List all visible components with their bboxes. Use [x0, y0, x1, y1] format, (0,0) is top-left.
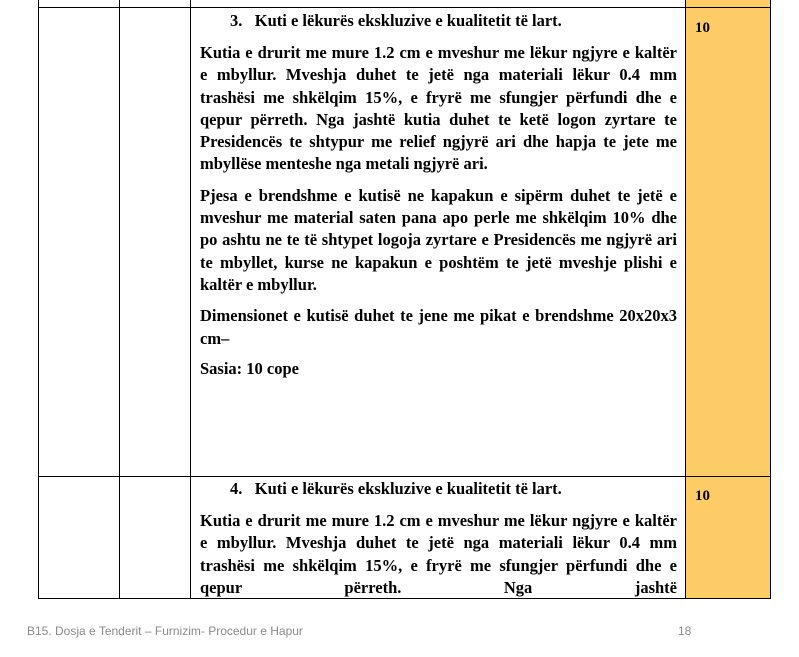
table-bottom-border [38, 598, 771, 599]
table-border-left [38, 0, 39, 598]
row-4-number: 4. [230, 479, 243, 498]
quantity-column-fill [686, 0, 770, 598]
row-3-paragraph-2: Pjesa e brendshme e kutisë ne kapakun e sipërm duhet te jetë e mveshur me material saten pana apo perle me shkëlqim 10% dhe po ashtu ne te të shtypet logoja zyrtare e Presidencës me ngjyrë ari te mbyllet, kurse ne kapakun e poshtëm te jetë mveshje plishi e kaltër e mbyllur. [200, 185, 677, 294]
row-4-title: Kuti e lëkurës ekskluzive e kualitetit të lart. [254, 479, 562, 498]
row-3-sasia: Sasia: 10 cope [200, 358, 299, 378]
row-3-description [200, 11, 677, 380]
footer-document-title: B15. Dosja e Tenderit – Furnizim- Procedur e Hapur [27, 624, 303, 638]
table-row-divider [38, 476, 771, 477]
table-top-border [38, 7, 771, 8]
row-3-paragraph-1: Kutia e drurit me mure 1.2 cm e mveshur me lëkur ngjyre e kaltër e mbyllur. Mveshja duhet te jetë nga materiali lëkur 0.4 mm trashësi me shkëlqim 15%, e fryrë me sfungjer përfundi dhe e qepur përreth. Nga jashtë kutia duhet te ketë logon zyrtare te Presidencës te shtypur me relief ngjyrë ari dhe hapja te jete me mbyllëse menteshe nga metali ngjyrë ari. [200, 43, 677, 174]
table-border-right [770, 0, 771, 598]
row-3-quantity: 10 [695, 20, 710, 36]
row-4-quantity: 10 [695, 488, 710, 504]
table-column-divider-2 [190, 0, 191, 598]
row-4-paragraph-1-text: Kutia e drurit me mure 1.2 cm e mveshur me lëkur ngjyre e kaltër e mbyllur. Mveshja duhet te jetë nga materiali lëkur 0.4 mm trashësi me shkëlqim 15%, e fryrë me sfungjer përfundi dhe e qepur përreth. Nga jashtë [200, 511, 677, 597]
table-column-divider-3 [685, 0, 686, 598]
row-3-title: Kuti e lëkurës ekskluzive e kualitetit të lart. [254, 11, 562, 30]
row-3-paragraph-3: Dimensionet e kutisë duhet te jene me pikat e brendshme 20x20x3 cm– [200, 306, 677, 348]
footer-page-number: 18 [678, 624, 692, 638]
row-3-number: 3. [230, 11, 243, 30]
row-3-heading [200, 11, 677, 31]
row-4-heading [200, 479, 677, 499]
row-4-description [200, 479, 677, 597]
table-column-divider-1 [119, 0, 120, 598]
row-4-paragraph-1 [200, 510, 677, 597]
page-footer [27, 624, 707, 638]
